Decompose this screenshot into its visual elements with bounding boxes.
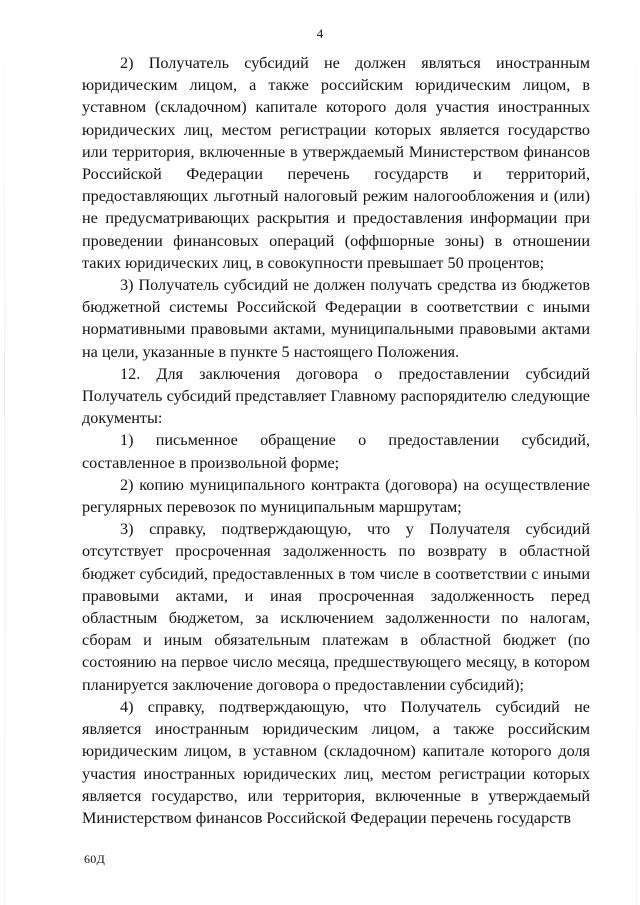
paragraph-doc-2-contract-copy: 2) копию муниципального контракта (договора) на осуществление регулярных перевозок по муниципальным маршрутам; (82, 475, 590, 517)
footer-document-code: 60Д (84, 852, 106, 866)
document-body (82, 52, 590, 829)
paragraph-item-3-budget-funds: 3) Получатель субсидий не должен получать средства из бюджетов бюджетной системы Российской Федерации в соответствии с иными нормативными правовыми актами, муниципальными правовыми актами на цели, указанные в пункте 5 настоящего Положения. (82, 276, 590, 361)
page-number: 4 (316, 26, 324, 41)
scan-edge-left (4, 0, 5, 905)
paragraph-section-12: 12. Для заключения договора о предоставлении субсидий Получатель субсидий представляет Главному распорядителю следующие документы: (82, 364, 590, 428)
paragraph-doc-3-debt-certificate: 3) справку, подтверждающую, что у Получателя субсидий отсутствует просроченная задолженность по возврату в областной бюджет субсидий, предоставленных в том числе в соответствии с иными правовыми актами, и иная просроченная задолженность перед областным бюджетом, за исключением задолженности по налогам, сборам и иным обязательным платежам в областной бюджет (по состоянию на первое число месяца, предшествующего месяцу, в котором планируется заключение договора о предоставлении субсидий); (82, 520, 590, 694)
paragraph-doc-1-written-request: 1) письменное обращение о предоставлении субсидий, составленное в произвольной форме; (82, 431, 590, 472)
scan-edge-right (636, 0, 637, 905)
paragraph-doc-4-status-certificate: 4) справку, подтверждающую, что Получатель субсидий не является иностранным юридическим лицом, а также российским юридическим лицом, в уставном (складочном) капитале которого доля участия иностранных юридических лиц, местом регистрации которых является государство, или территория, включенные в утверждаемый Министерством финансов Российской Федерации перечень государств (82, 697, 590, 827)
paragraph-item-2-foreign-entity: 2) Получатель субсидий не должен являться иностранным юридическим лицом, а также российским юридическим лицом, в уставном (складочном) капитале которого доля участия иностранных юридических лиц, местом регистрации которых является государство или территория, включенные в утверждаемый Министерством финансов Российской Федерации перечень государств и территорий, предоставляющих льготный налоговый режим налогообложения и (или) не предусматривающих раскрытия и предоставления информации при проведении финансовых операций (оффшорные зоны) в отношении таких юридических лиц, в совокупности превышает 50 процентов; (82, 54, 590, 272)
